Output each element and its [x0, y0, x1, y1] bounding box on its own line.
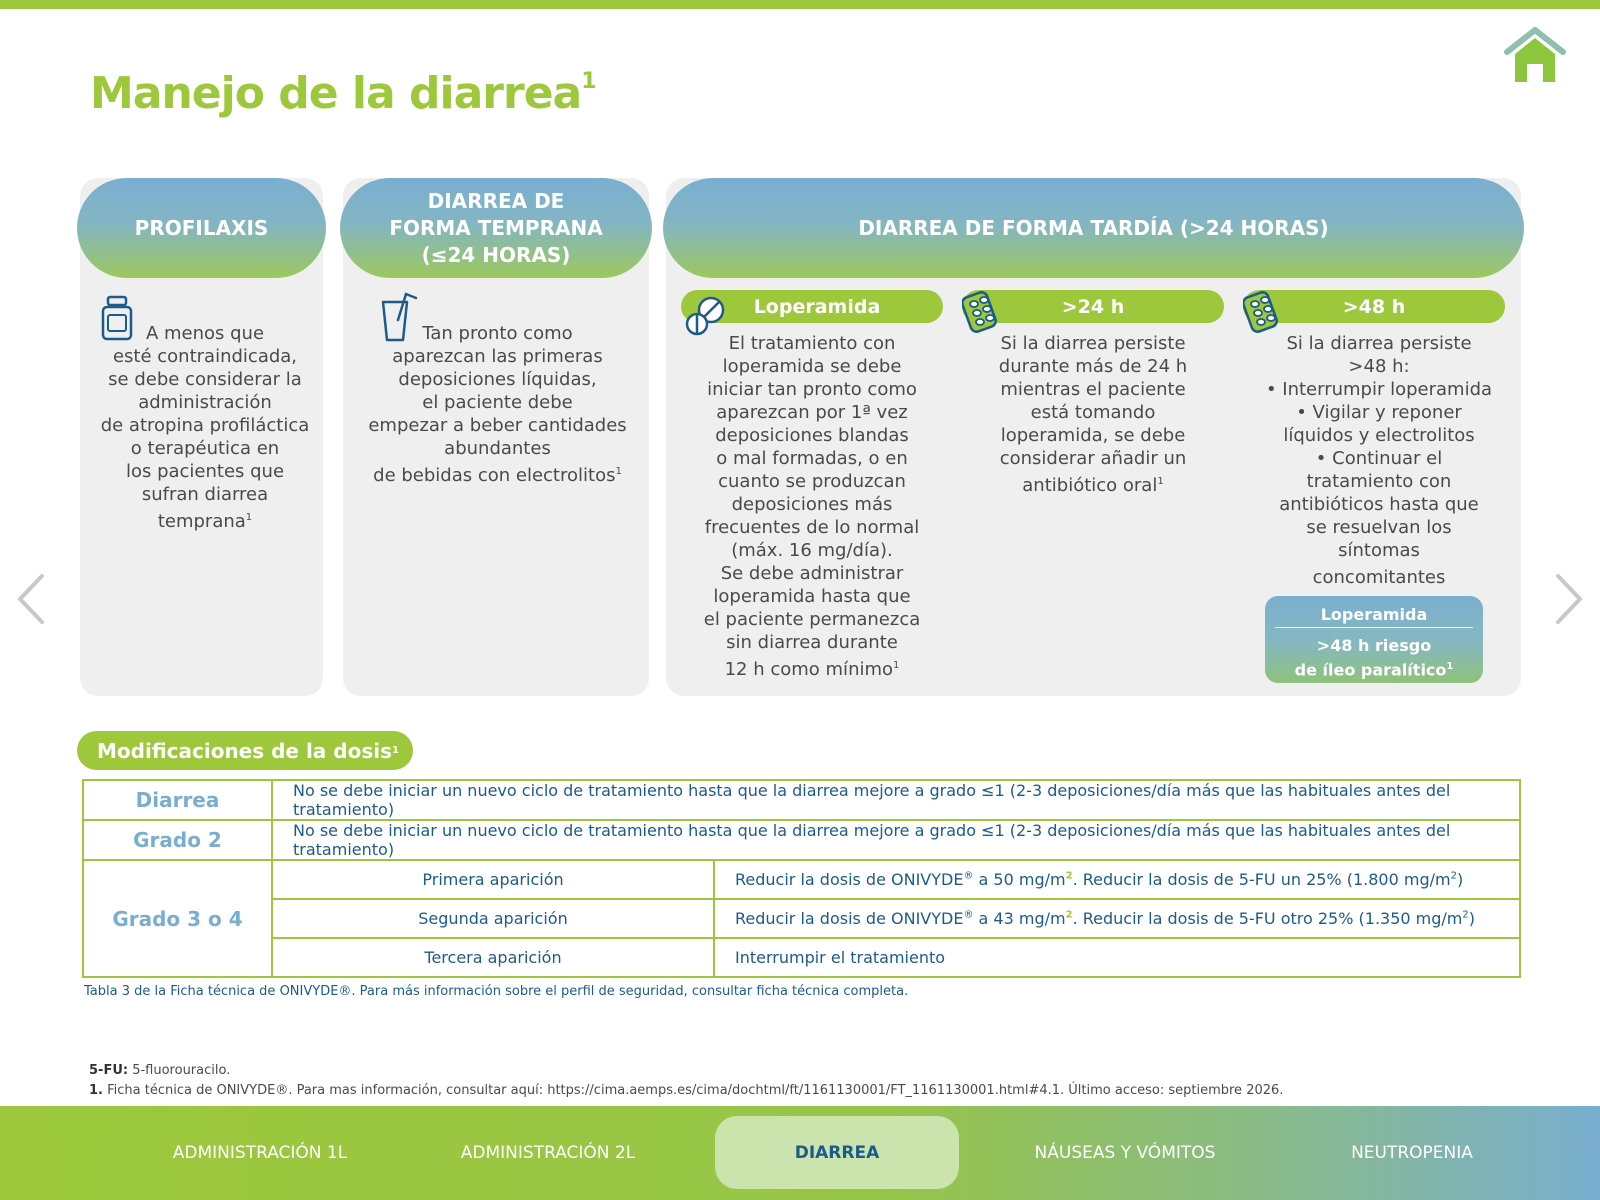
occurrence-action: Reducir la dosis de ONIVYDE® a 43 $mg/m^2$. Reducir la dosis de 5-FU otro 25% (1.350 $mg/m^2$)	[714, 899, 1520, 938]
footnote-abbreviation: 5-FU: 5-fluorouracilo.	[89, 1063, 231, 1078]
blister-pack-icon	[962, 290, 1004, 338]
card-header-tardia: DIARREA DE FORMA TARDÍA (>24 HORAS)	[663, 178, 1524, 278]
blister-pack-icon	[1243, 290, 1285, 338]
dose-modifications-heading: Modificaciones de la dosis 1	[77, 731, 413, 770]
nav-tab-nauseas-vomitos[interactable]: NÁUSEAS Y VÓMITOS	[1034, 1143, 1216, 1163]
loperamida-warning-box	[1265, 596, 1483, 683]
occurrence-label: Primera aparición	[272, 860, 714, 899]
pills-icon	[683, 296, 729, 336]
nav-tab-neutropenia[interactable]: NEUTROPENIA	[1351, 1143, 1473, 1163]
occurrence-label: Segunda aparición	[272, 899, 714, 938]
over-24h-header: >24 h	[962, 290, 1224, 323]
table-row	[83, 938, 1520, 977]
card-header-temprana: DIARREA DE FORMA TEMPRANA (≤24 HORAS)	[340, 178, 652, 278]
page-title: Manejo de la diarrea$^1$	[90, 68, 596, 119]
nav-tab-diarrea[interactable]: DIARREA	[715, 1116, 959, 1189]
divider	[1275, 627, 1473, 628]
occurrence-action: Reducir la dosis de ONIVYDE® a 50 $mg/m^2$. Reducir la dosis de 5-FU un 25% (1.800 $mg/m^2$)	[714, 860, 1520, 899]
grade-label-grado-2: Grado 2	[83, 820, 272, 860]
profilaxis-text: A menos que esté contraindicada, se debe considerar la administración de atropina profiláctica o terapéutica en los pacientes que sufran diarrea temprana$^1$	[100, 323, 310, 532]
nav-tab-administracion-2l[interactable]: ADMINISTRACIÓN 2L	[460, 1143, 636, 1163]
over-24h-text: Si la diarrea persiste durante más de 24 h mientras el paciente está tomando loperamida, se debe considerar añadir un antibiótico oral$^1$	[998, 333, 1188, 496]
occurrence-action: Interrumpir el tratamiento	[714, 938, 1520, 977]
loperamida-warning-title: Loperamida	[1320, 605, 1428, 624]
diarrea-instruction: No se debe iniciar un nuevo ciclo de tratamiento hasta que la diarrea mejore a grado ≤1 (2-3 deposiciones/día más que las habituales antes del tratamiento)	[272, 780, 1520, 820]
bottom-navigation	[0, 1106, 1600, 1200]
table-source-note: Tabla 3 de la Ficha técnica de ONIVYDE®. Para más información sobre el perfil de seguridad, consultar ficha técnica completa.	[84, 984, 909, 999]
top-accent-bar	[0, 0, 1600, 9]
chevron-left-icon[interactable]	[16, 572, 46, 626]
table-row	[83, 860, 1520, 899]
grade-label-grado-3-4: Grado 3 o 4	[83, 860, 272, 977]
card-header-profilaxis: PROFILAXIS	[77, 178, 326, 278]
grade-label-diarrea: Diarrea	[83, 780, 272, 820]
over-48h-text: Si la diarrea persiste >48 h: • Interrumpir loperamida • Vigilar y reponer líquidos y electrolitos • Continuar el tratamiento con antibióticos hasta que se resuelvan los síntomas concomitantes	[1265, 333, 1493, 588]
dose-table	[82, 779, 1521, 978]
table-row	[83, 899, 1520, 938]
chevron-right-icon[interactable]	[1554, 572, 1584, 626]
home-icon[interactable]	[1503, 26, 1567, 84]
temprana-text: Tan pronto como aparezcan las primeras deposiciones líquidas, el paciente debe empezar a beber cantidades abundantes de bebidas con electrolitos$^1$	[368, 323, 627, 486]
loperamida-warning-body: >48 h riesgo de íleo paralítico$^1$	[1294, 636, 1454, 680]
table-row	[83, 780, 1520, 820]
loperamida-text: El tratamiento con loperamida se debe iniciar tan pronto como aparezcan por 1ª vez deposiciones blandas o mal formadas, o en cuanto se produzcan deposiciones más frecuentes de lo normal (máx. 16 mg/día). Se debe administrar loperamida hasta que el paciente permanezca sin diarrea durante 12 h como mínimo$^1$	[703, 333, 921, 680]
footnote-reference: 1. Ficha técnica de ONIVYDE®. Para mas información, consultar aquí: https://cima.aemps.es/cima/dochtml/ft/1161130001/FT_1161130001.html#4.1. Último acceso: septiembre 2026.	[89, 1083, 1284, 1098]
table-row	[83, 820, 1520, 860]
grado-2-instruction: No se debe iniciar un nuevo ciclo de tratamiento hasta que la diarrea mejore a grado ≤1 (2-3 deposiciones/día más que las habituales antes del tratamiento)	[272, 820, 1520, 860]
nav-tab-administracion-1l[interactable]: ADMINISTRACIÓN 1L	[172, 1143, 348, 1163]
over-48h-header: >48 h	[1243, 290, 1505, 323]
loperamida-header: Loperamida	[681, 290, 943, 323]
occurrence-label: Tercera aparición	[272, 938, 714, 977]
